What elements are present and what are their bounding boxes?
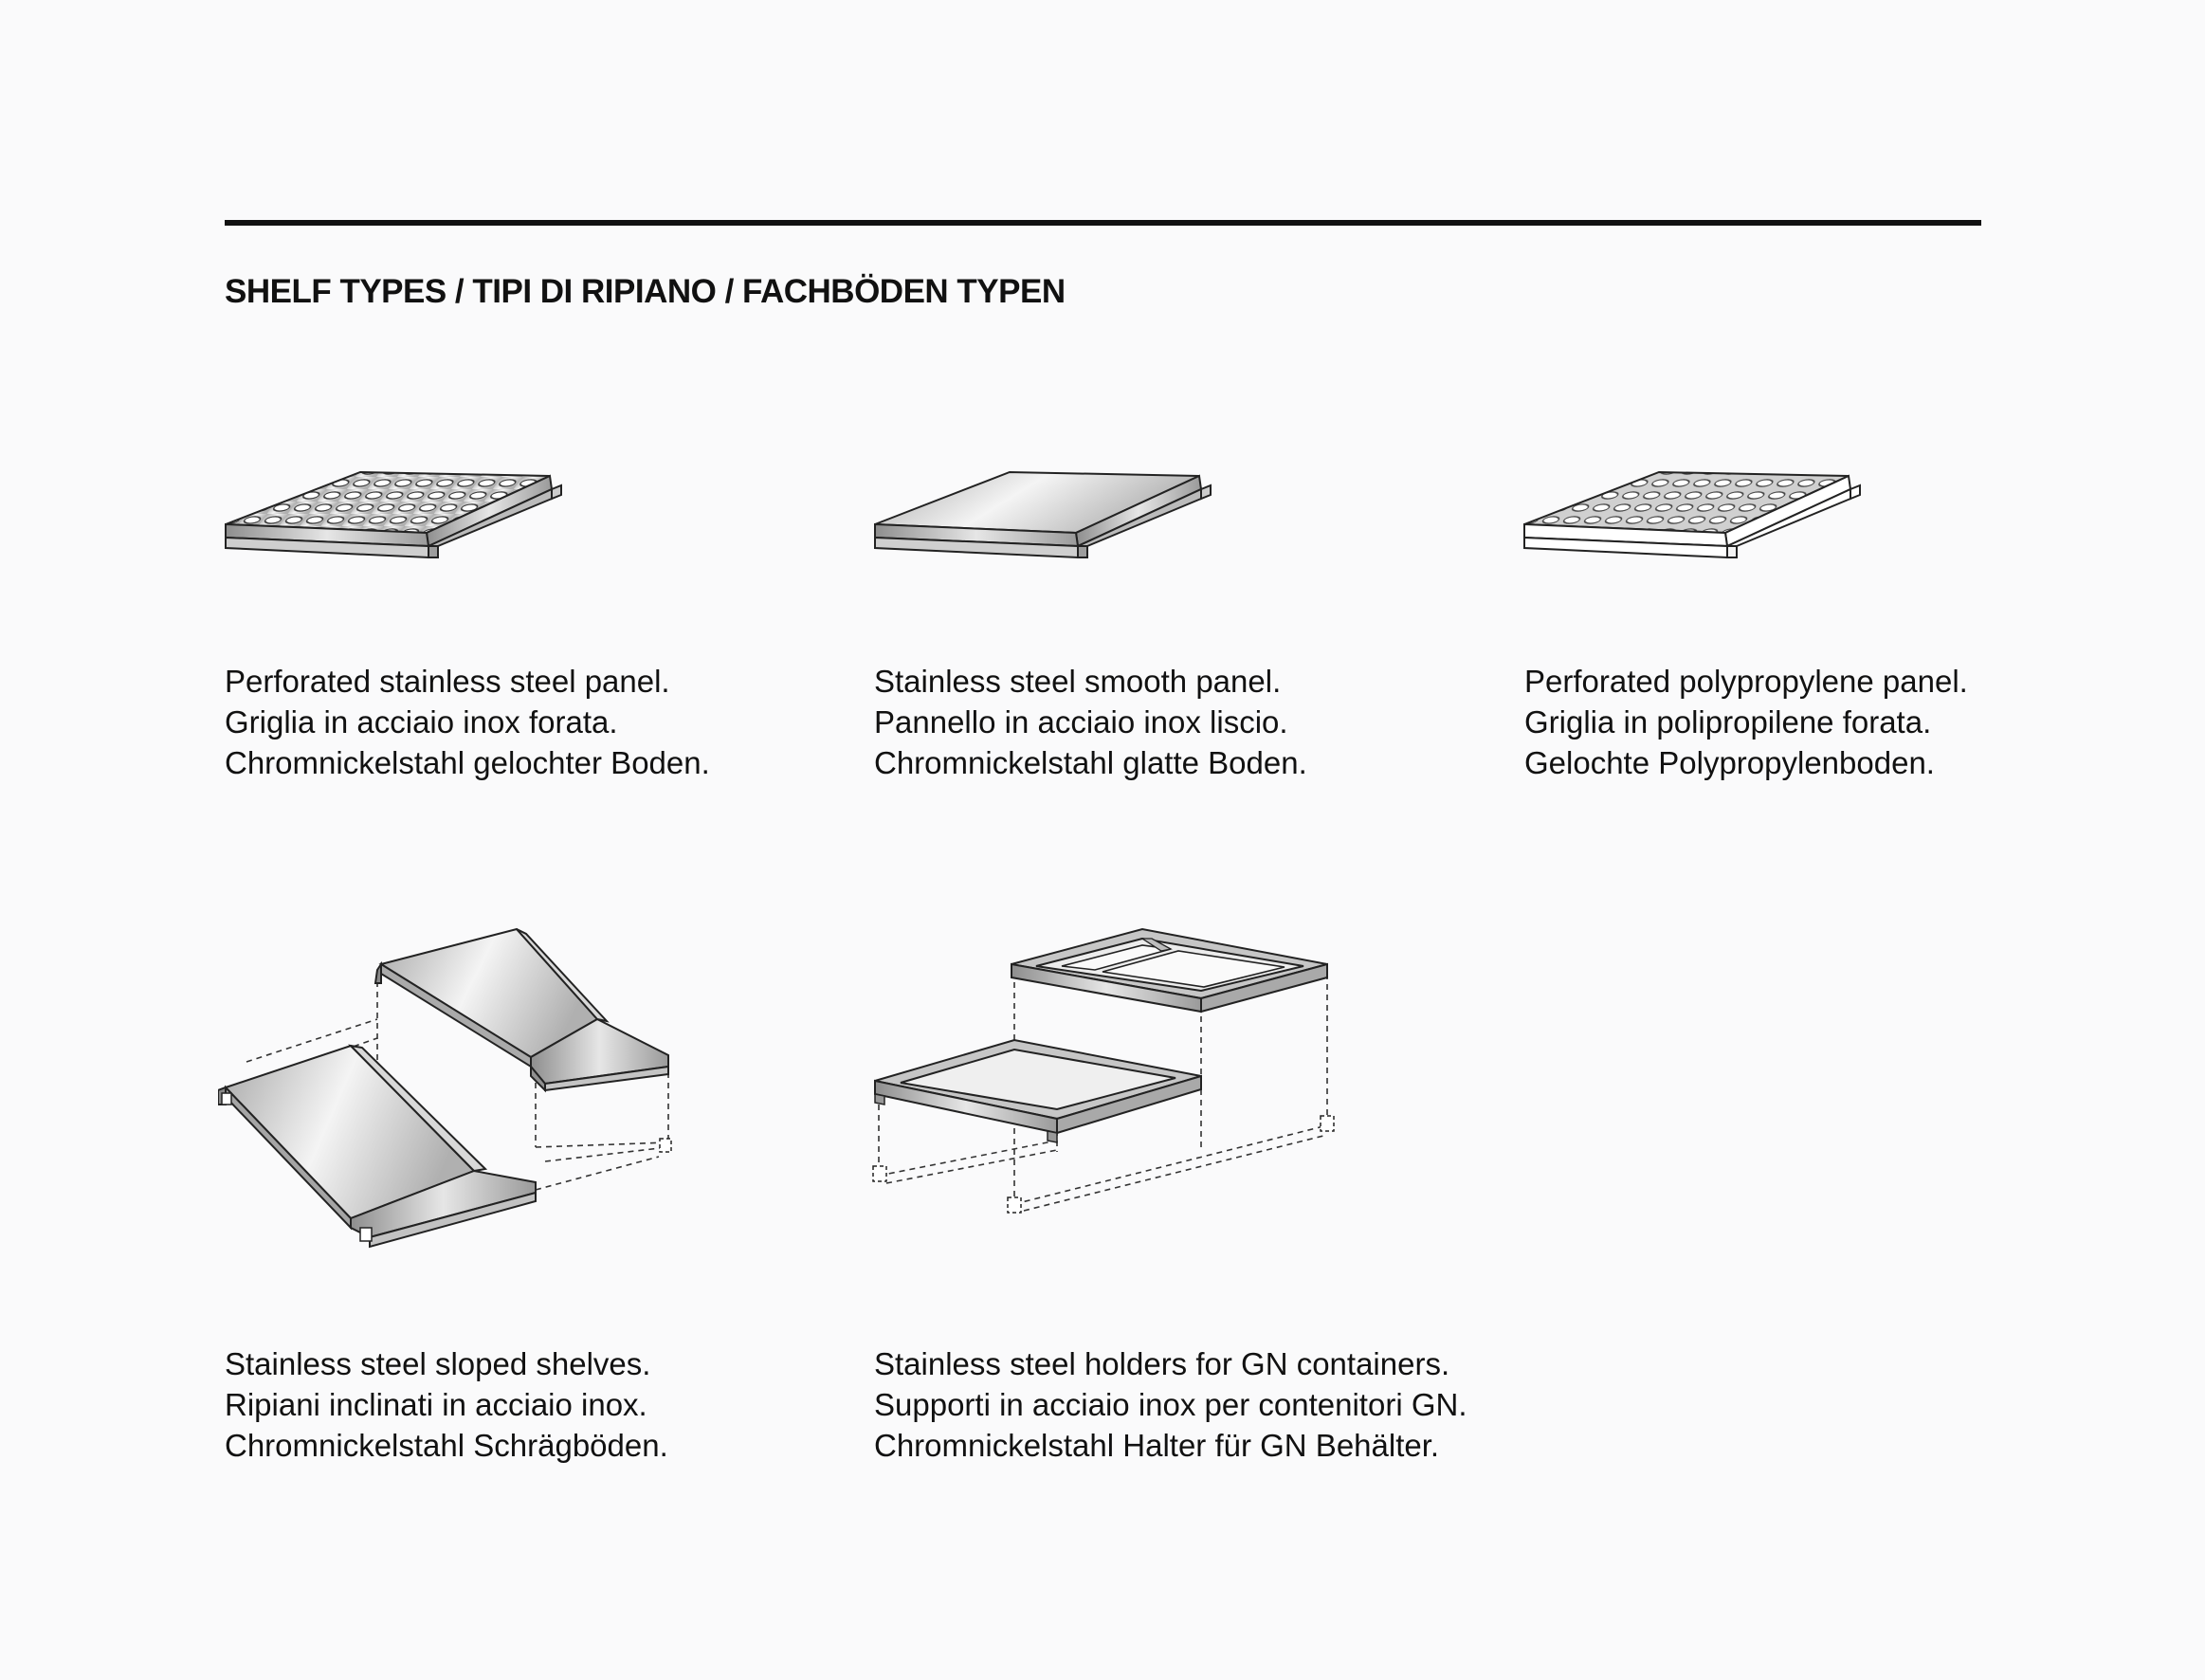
perforated-steel-shelf-icon	[218, 465, 569, 569]
caption-line-it: Griglia in acciaio inox forata.	[225, 704, 618, 740]
gn-container-holders-icon	[867, 915, 1341, 1228]
caption-line-de: Chromnickelstahl glatte Boden.	[874, 745, 1307, 780]
caption-line-en: Stainless steel holders for GN containers.	[874, 1346, 1450, 1381]
caption-line-it: Pannello in acciaio inox liscio.	[874, 704, 1288, 740]
caption-sloped-shelves	[225, 1343, 668, 1466]
caption-gn-holders	[874, 1343, 1467, 1466]
caption-line-en: Perforated stainless steel panel.	[225, 664, 670, 699]
caption-line-en: Perforated polypropylene panel.	[1524, 664, 1968, 699]
caption-line-it: Griglia in polipropilene forata.	[1524, 704, 1932, 740]
caption-line-de: Chromnickelstahl Schrägböden.	[225, 1428, 668, 1463]
caption-perforated-polypropylene	[1524, 661, 1968, 783]
header-rule	[225, 220, 1981, 226]
caption-smooth-steel	[874, 661, 1307, 783]
caption-line-de: Gelochte Polypropylenboden.	[1524, 745, 1935, 780]
caption-line-de: Chromnickelstahl Halter für GN Behälter.	[874, 1428, 1440, 1463]
sloped-shelves-icon	[218, 915, 683, 1251]
caption-line-de: Chromnickelstahl gelochter Boden.	[225, 745, 710, 780]
page-title: SHELF TYPES / TIPI DI RIPIANO / FACHBÖDEN TYPEN	[225, 273, 1066, 310]
caption-line-it: Supporti in acciaio inox per contenitori GN.	[874, 1387, 1467, 1422]
perforated-polypropylene-shelf-icon	[1517, 465, 1868, 569]
caption-line-it: Ripiani inclinati in acciaio inox.	[225, 1387, 647, 1422]
caption-line-en: Stainless steel sloped shelves.	[225, 1346, 651, 1381]
caption-perforated-steel	[225, 661, 710, 783]
smooth-steel-shelf-icon	[867, 465, 1218, 569]
caption-line-en: Stainless steel smooth panel.	[874, 664, 1282, 699]
